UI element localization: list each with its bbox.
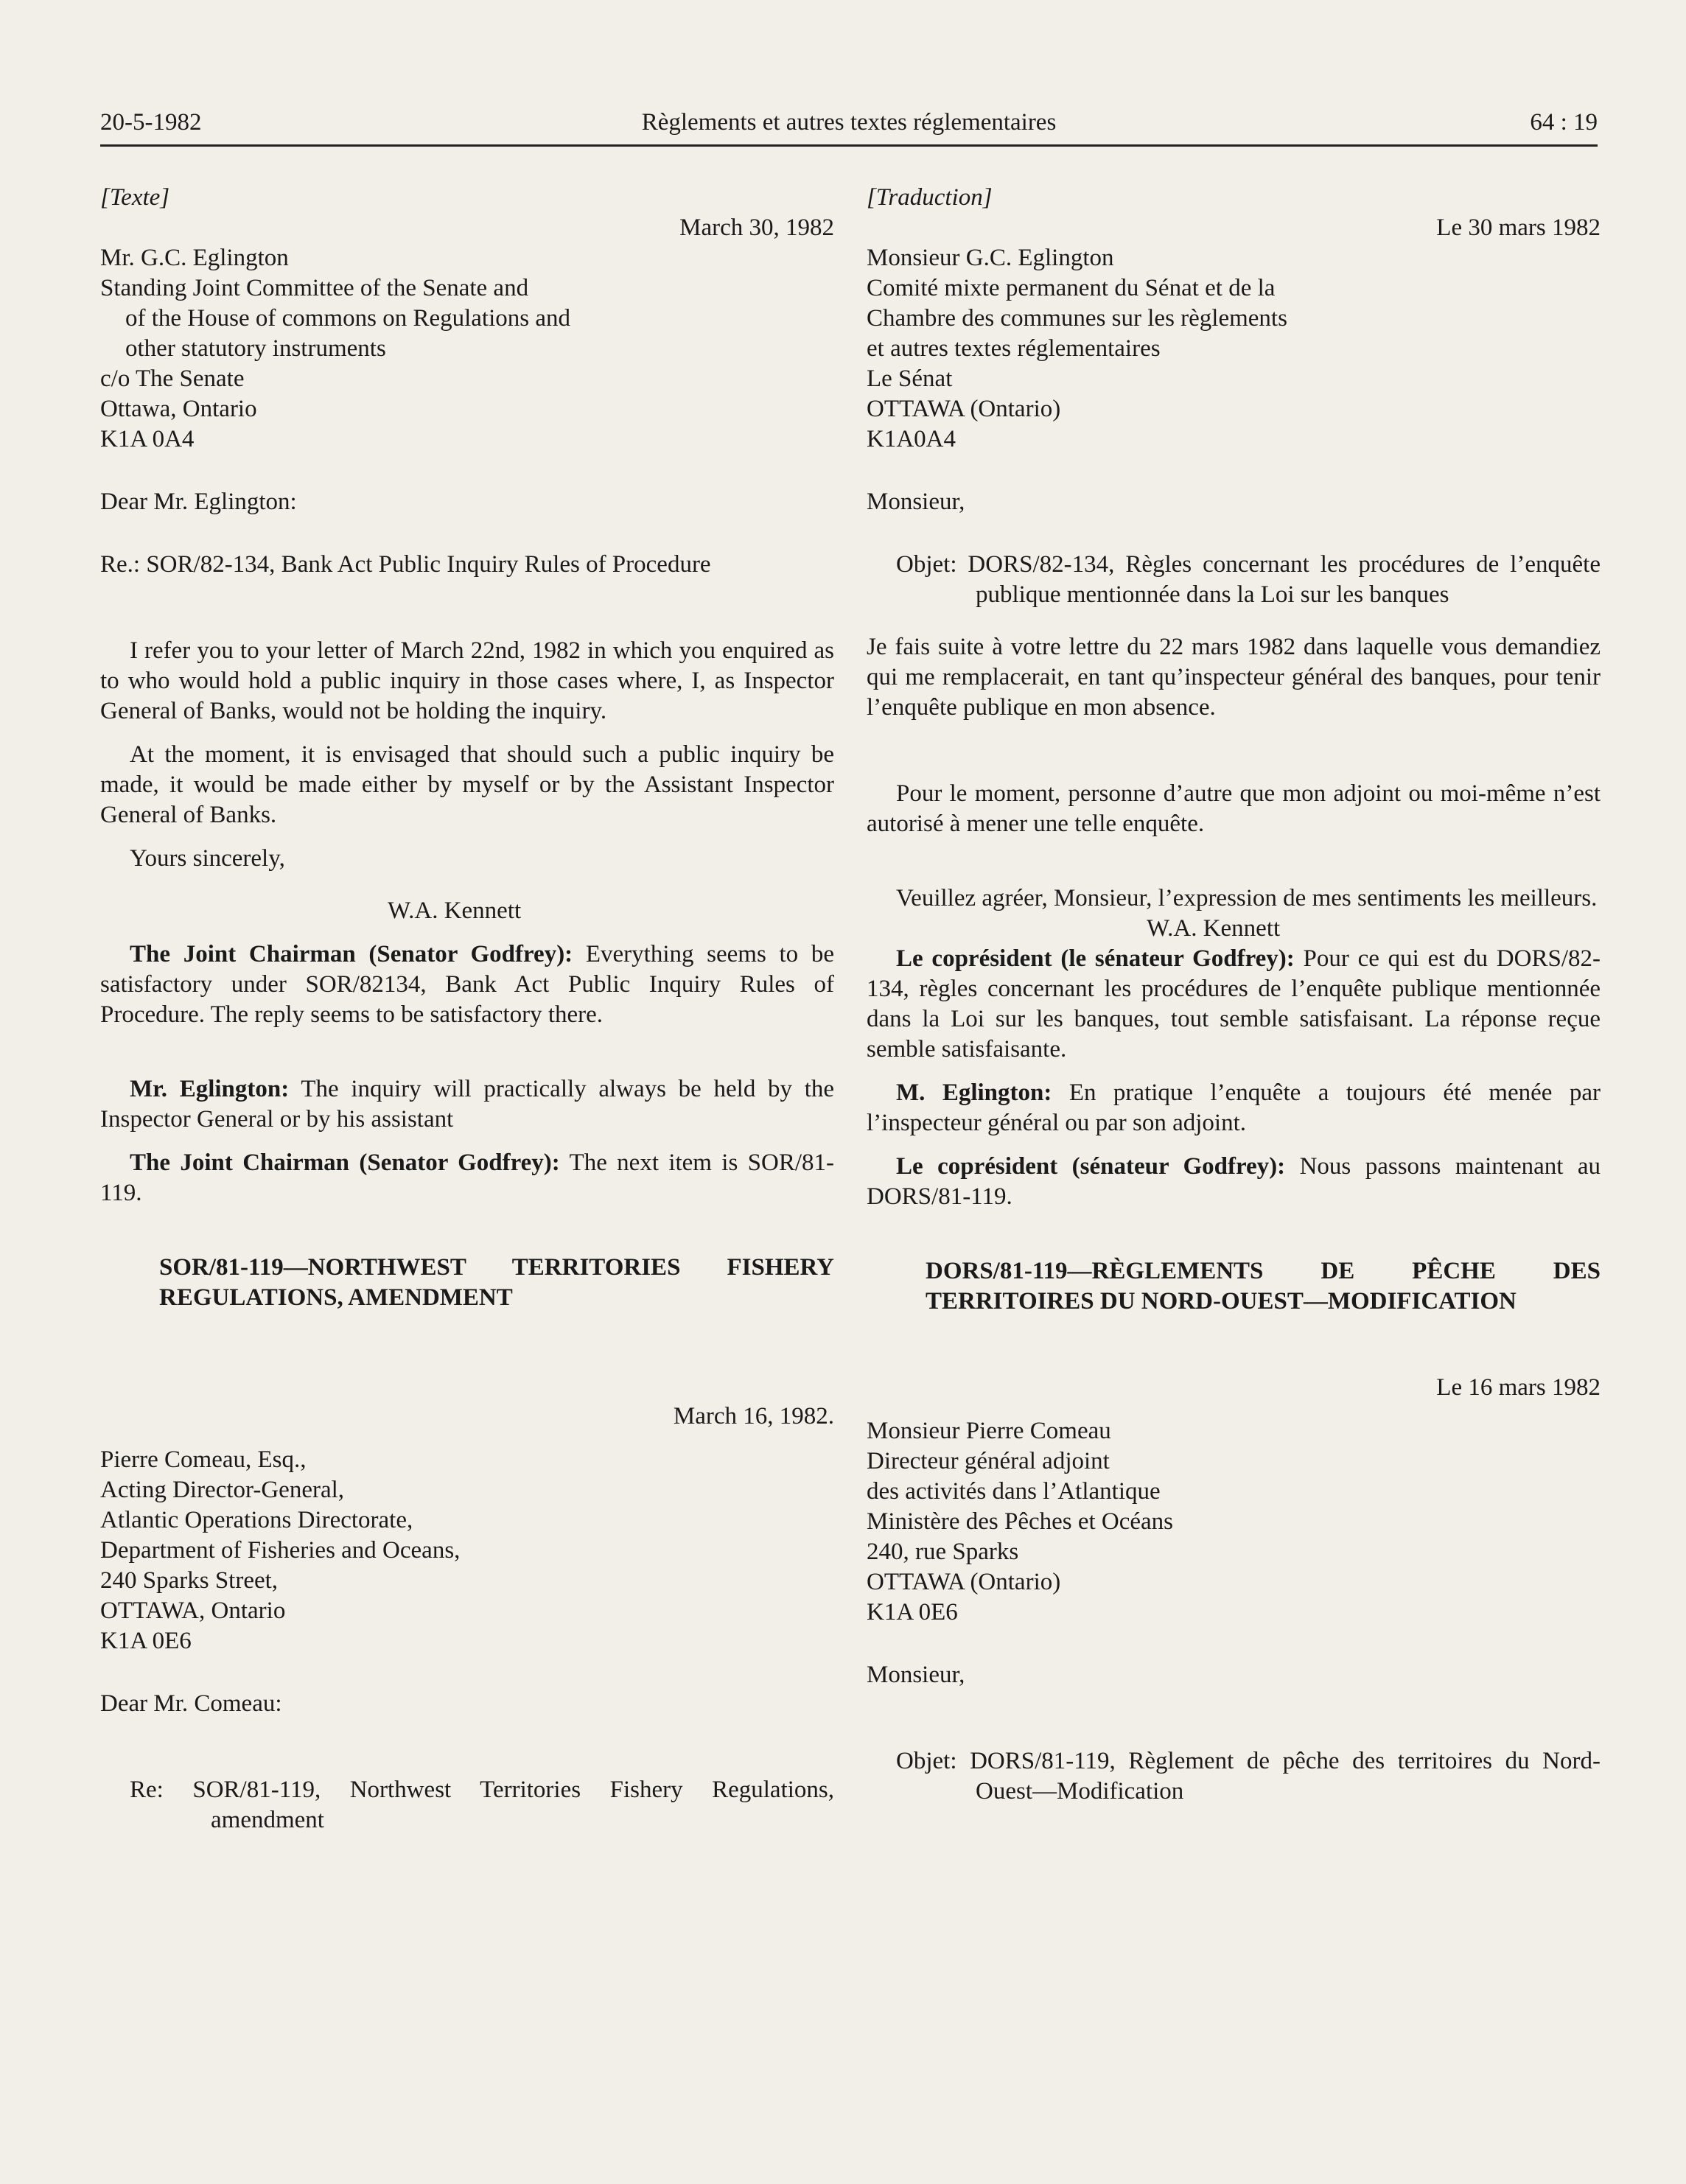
speech-text: En pratique l’enquête a toujours été menée par l’inspecteur général ou par son adjoint. — [867, 1079, 1601, 1136]
letter1-paragraph: At the moment, it is envisaged that should such a public inquiry be made, it would be made either by myself or by the Assistant Inspector General of Banks. — [100, 741, 834, 828]
chair-remark — [100, 1148, 834, 1208]
address-line: Monsieur G.C. Eglington — [867, 245, 1114, 271]
chair-remark — [867, 944, 1601, 1065]
speaker-name: Le coprésident (sénateur Godfrey): — [896, 1153, 1286, 1180]
letter1-signature: W.A. Kennett — [388, 897, 522, 924]
french-column — [867, 183, 1601, 2069]
speaker-name: The Joint Chairman (Senator Godfrey): — [130, 1149, 560, 1176]
address-line: Standing Joint Committee of the Senate and — [100, 275, 529, 301]
speaker-name: Mr. Eglington: — [130, 1076, 290, 1102]
letter1-salutation: Monsieur, — [867, 489, 965, 515]
speech-text: The next item is SOR/81-119. — [100, 1149, 835, 1206]
letter1-date: Le 30 mars 1982 — [1436, 214, 1601, 241]
letter1-re: Re.: SOR/82-134, Bank Act Public Inquiry Rules of Procedure — [100, 551, 711, 578]
header-date: 20-5-1982 — [100, 109, 202, 136]
address-line: Pierre Comeau, Esq., — [100, 1446, 307, 1473]
address-line: Chambre des communes sur les règlements — [867, 305, 1287, 332]
letter2-objet: Objet: DORS/81-119, Règlement de pêche des territoires du Nord-Ouest—Modification — [896, 1748, 1601, 1805]
address-line: Ministère des Pêches et Océans — [867, 1508, 1174, 1535]
address-line: Monsieur Pierre Comeau — [867, 1418, 1111, 1444]
address-line: 240 Sparks Street, — [100, 1567, 279, 1594]
letter2-date: March 16, 1982. — [673, 1403, 834, 1429]
speaker-name: Le coprésident (le sénateur Godfrey): — [896, 945, 1295, 972]
address-line: OTTAWA (Ontario) — [867, 396, 1061, 422]
english-column — [100, 183, 834, 2069]
letter2-re: Re: SOR/81-119, Northwest Territories Fishery Regulations, amendment — [130, 1777, 834, 1833]
letter1-paragraph: Pour le moment, personne d’autre que mon adjoint ou moi-même n’est autorisé à mener une telle enquête. — [867, 780, 1601, 837]
chair-remark — [100, 939, 834, 1030]
letter1-closing: Yours sincerely, — [130, 845, 285, 872]
letter1-paragraph: I refer you to your letter of March 22nd, 1982 in which you enquired as to who would hold a public inquiry in those cases where, I, as Inspector General of Banks, would not be holding the inquiry. — [100, 637, 834, 724]
letter1-date: March 30, 1982 — [679, 214, 834, 241]
address-line: Acting Director-General, — [100, 1477, 345, 1503]
page-header — [100, 103, 1598, 147]
address-line: of the House of commons on Regulations and — [125, 305, 570, 332]
address-line: Department of Fisheries and Oceans, — [100, 1537, 461, 1564]
address-line: K1A 0E6 — [100, 1628, 192, 1654]
letter1-address — [100, 243, 834, 455]
address-line: Atlantic Operations Directorate, — [100, 1507, 413, 1533]
letter1-address — [867, 243, 1601, 455]
eglington-remark — [100, 1074, 834, 1135]
letter2-address — [100, 1445, 834, 1656]
letter1-objet: Objet: DORS/82-134, Règles concernant les procédures de l’enquête publique mentionnée dans la Loi sur les banques — [896, 551, 1601, 608]
address-line: K1A0A4 — [867, 426, 956, 452]
texte-label: [Texte] — [100, 184, 170, 211]
section-title: DORS/81-119—RÈGLEMENTS DE PÊCHE DES TERRITOIRES DU NORD-OUEST—MODIFICATION — [926, 1258, 1601, 1315]
traduction-label: [Traduction] — [867, 184, 993, 211]
section-title: SOR/81-119—NORTHWEST TERRITORIES FISHERY REGULATIONS, AMENDMENT — [159, 1254, 834, 1311]
letter1-signature: W.A. Kennett — [1147, 915, 1281, 942]
speech-text: Everything seems to be satisfactory under SOR/82134, Bank Act Public Inquiry Rules of Procedure. The reply seems to be satisfactory there. — [100, 941, 835, 1028]
eglington-remark — [867, 1078, 1601, 1138]
letter1-salutation: Dear Mr. Eglington: — [100, 489, 297, 515]
address-line: des activités dans l’Atlantique — [867, 1478, 1161, 1505]
address-line: c/o The Senate — [100, 365, 245, 392]
address-line: 240, rue Sparks — [867, 1539, 1019, 1565]
address-line: Comité mixte permanent du Sénat et de la — [867, 275, 1276, 301]
letter1-closing: Veuillez agréer, Monsieur, l’expression de mes sentiments les meilleurs. — [896, 885, 1598, 911]
speech-text: Pour ce qui est du DORS/82-134, règles concernant les procédures de l’enquête publique mentionnée dans la Loi sur les banques, tout semble satisfaisant. La réponse reçue semble satisfaisante. — [867, 945, 1601, 1063]
letter2-salutation: Monsieur, — [867, 1662, 965, 1688]
address-line: Ottawa, Ontario — [100, 396, 257, 422]
letter2-date: Le 16 mars 1982 — [1436, 1374, 1601, 1401]
speech-text: Nous passons maintenant au DORS/81-119. — [867, 1153, 1601, 1210]
speaker-name: The Joint Chairman (Senator Godfrey): — [130, 941, 573, 967]
letter1-paragraph: Je fais suite à votre lettre du 22 mars 1982 dans laquelle vous demandiez qui me remplacerait, en tant qu’inspecteur général des banques, pour tenir l’enquête publique en mon absence. — [867, 634, 1601, 721]
address-line: Mr. G.C. Eglington — [100, 245, 289, 271]
address-line: Directeur général adjoint — [867, 1448, 1110, 1474]
letter2-address — [867, 1416, 1601, 1628]
address-line: other statutory instruments — [125, 335, 386, 362]
speech-text: The inquiry will practically always be held by the Inspector General or by his assistant — [100, 1076, 835, 1133]
address-line: Le Sénat — [867, 365, 953, 392]
speaker-name: M. Eglington: — [896, 1079, 1052, 1106]
address-line: K1A 0A4 — [100, 426, 195, 452]
header-page-number: 64 : 19 — [1530, 109, 1598, 136]
chair-remark — [867, 1152, 1601, 1212]
header-title: Règlements et autres textes réglementaires — [641, 109, 1057, 136]
address-line: et autres textes réglementaires — [867, 335, 1161, 362]
letter2-salutation: Dear Mr. Comeau: — [100, 1690, 282, 1717]
address-line: OTTAWA (Ontario) — [867, 1569, 1061, 1595]
address-line: OTTAWA, Ontario — [100, 1597, 286, 1624]
address-line: K1A 0E6 — [867, 1599, 958, 1625]
